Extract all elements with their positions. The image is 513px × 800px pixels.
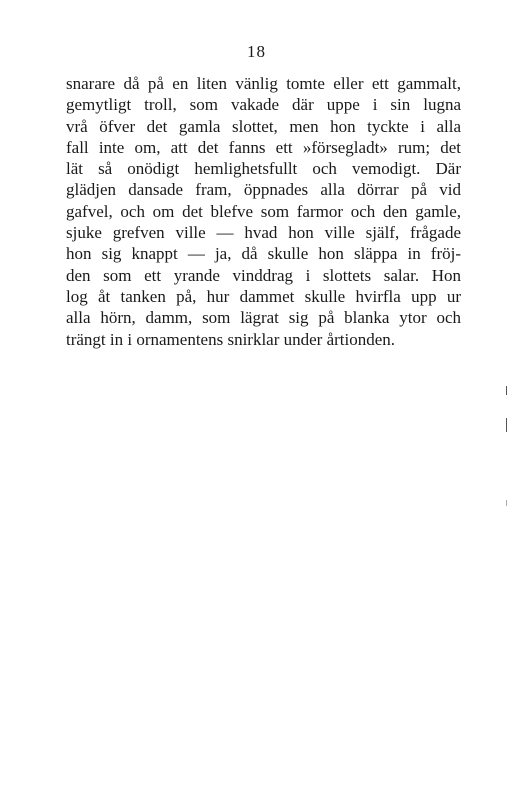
body-text (66, 73, 461, 350)
text-line: vrå öfver det gamla slottet, men hon tyckte i alla (66, 116, 461, 136)
text-line: glädjen dansade fram, öppnades alla dörrar på vid (66, 180, 461, 200)
text-line: gemytligt troll, som vakade där uppe i sin lugna (66, 95, 461, 115)
text-line: fall inte om, att det fanns ett »försegladt» rum; det (66, 137, 461, 157)
text-line: sjuke grefven ville — hvad hon ville själf, frågade (66, 223, 461, 243)
text-line: snarare då på en liten vänlig tomte eller ett gammalt, (66, 74, 461, 93)
scan-edge-mark (506, 500, 507, 506)
text-line: den som ett yrande vinddrag i slottets salar. Hon (66, 265, 461, 285)
text-line: log åt tanken på, hur dammet skulle hvirfla upp ur (66, 286, 461, 306)
scan-edge-mark (506, 418, 507, 432)
page-number: 18 (247, 42, 266, 61)
scan-edge-mark (506, 386, 507, 395)
text-line: hon sig knappt — ja, då skulle hon släppa in fröj- (66, 244, 461, 264)
text-line: trängt in i ornamentens snirklar under årtionden. (66, 329, 396, 349)
text-line: alla hörn, damm, som lägrat sig på blanka ytor och (66, 308, 461, 328)
text-line: gafvel, och om det blefve som farmor och den gamle, (66, 201, 461, 221)
text-line: lät så onödigt hemlighetsfullt och vemodigt. Där (66, 159, 461, 179)
